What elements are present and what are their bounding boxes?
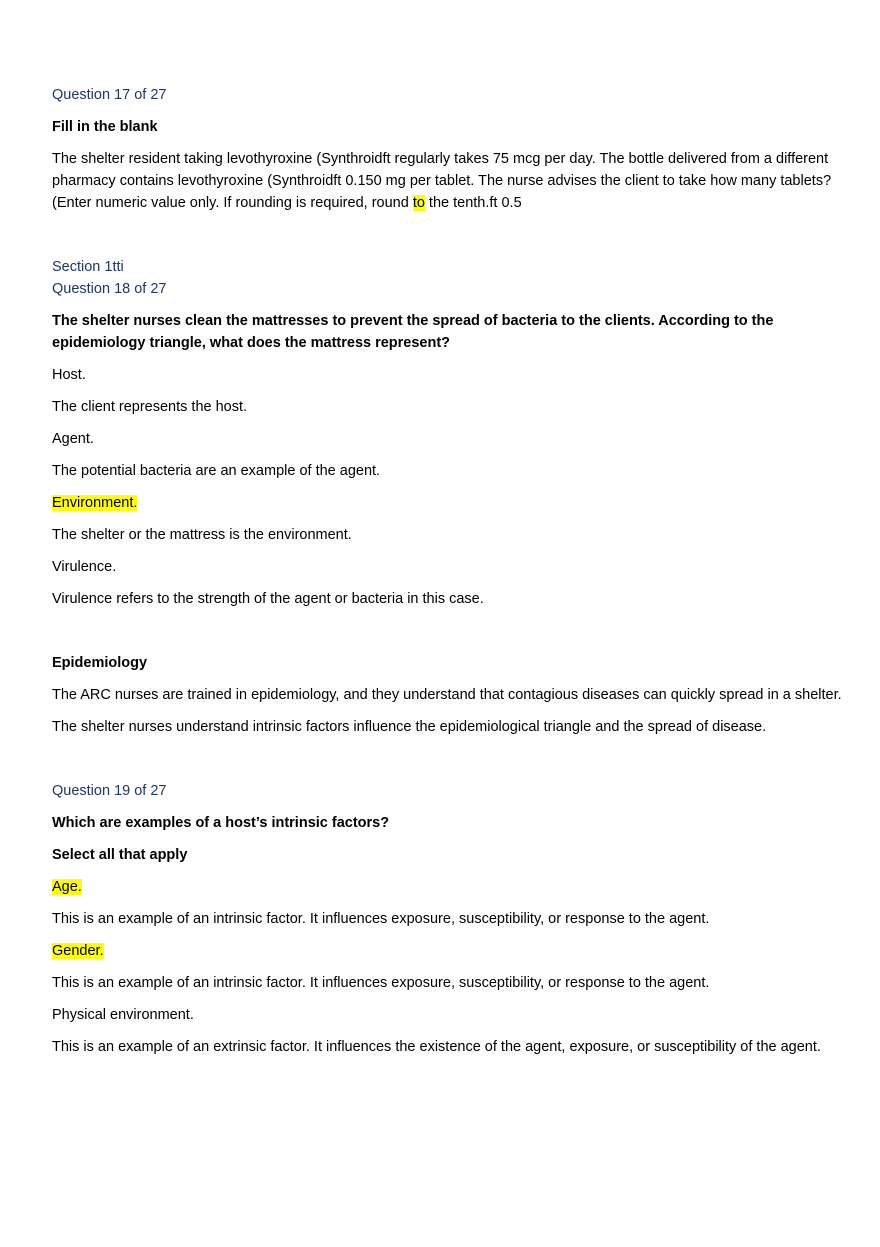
- epidemiology-title: Epidemiology: [52, 655, 148, 671]
- q19-explanation-age: This is an example of an intrinsic factor. It influences exposure, susceptibility, or response to the agent.: [52, 911, 710, 927]
- question-17-type: Fill in the blank: [52, 119, 158, 135]
- question-17-header: Question 17 of 27: [52, 87, 167, 103]
- q18-option-host: Host.: [52, 367, 86, 383]
- question-18-prompt: The shelter nurses clean the mattresses to prevent the spread of bacteria to the clients. According to the epidemiology triangle, what does the mattress represent?: [52, 313, 774, 351]
- question-17-body: [52, 148, 842, 214]
- q18-option-agent: Agent.: [52, 431, 94, 447]
- question-17-highlight: to: [412, 195, 425, 211]
- q18-explanation-host: The client represents the host.: [52, 399, 248, 415]
- epidemiology-para-2: The shelter nurses understand intrinsic factors influence the epidemiological triangle and the spread of disease.: [52, 719, 767, 735]
- question-19-instruction: Select all that apply: [52, 847, 188, 863]
- question-17-body-part1: The shelter resident taking levothyroxine (Synthroidft regularly takes 75 mcg per day. The bottle delivered from a different pharmacy contains levothyroxine (Synthroidft 0.150 mg per tablet. The nurse advises the client to take how many tablets? (Enter numeric value only. If rounding is required, round: [52, 151, 832, 211]
- question-17-body-part2: the tenth.ft 0.5: [424, 195, 522, 211]
- q18-option-virulence: Virulence.: [52, 559, 117, 575]
- q19-option-physical-environment: Physical environment.: [52, 1007, 194, 1023]
- q18-option-environment-label: Environment.: [52, 495, 138, 511]
- epidemiology-para-1: The ARC nurses are trained in epidemiology, and they understand that contagious diseases can quickly spread in a shelter.: [52, 687, 842, 703]
- q19-option-age-label: Age.: [52, 879, 82, 895]
- q19-option-gender: [52, 940, 842, 962]
- section-label: Section 1tti: [52, 259, 124, 275]
- q19-option-age: [52, 876, 842, 898]
- q19-explanation-gender: This is an example of an intrinsic factor. It influences exposure, susceptibility, or response to the agent.: [52, 975, 710, 991]
- question-19-prompt: Which are examples of a host’s intrinsic factors?: [52, 815, 390, 831]
- q19-option-gender-label: Gender.: [52, 943, 104, 959]
- q19-explanation-physical-environment: This is an example of an extrinsic factor. It influences the existence of the agent, exposure, or susceptibility of the agent.: [52, 1039, 821, 1055]
- question-18-header: Question 18 of 27: [52, 281, 167, 297]
- q18-explanation-environment: The shelter or the mattress is the environment.: [52, 527, 352, 543]
- q18-explanation-virulence: Virulence refers to the strength of the agent or bacteria in this case.: [52, 591, 484, 607]
- question-19-header: Question 19 of 27: [52, 783, 167, 799]
- q18-option-environment: [52, 492, 842, 514]
- document-page: [52, 84, 842, 1058]
- q18-explanation-agent: The potential bacteria are an example of the agent.: [52, 463, 381, 479]
